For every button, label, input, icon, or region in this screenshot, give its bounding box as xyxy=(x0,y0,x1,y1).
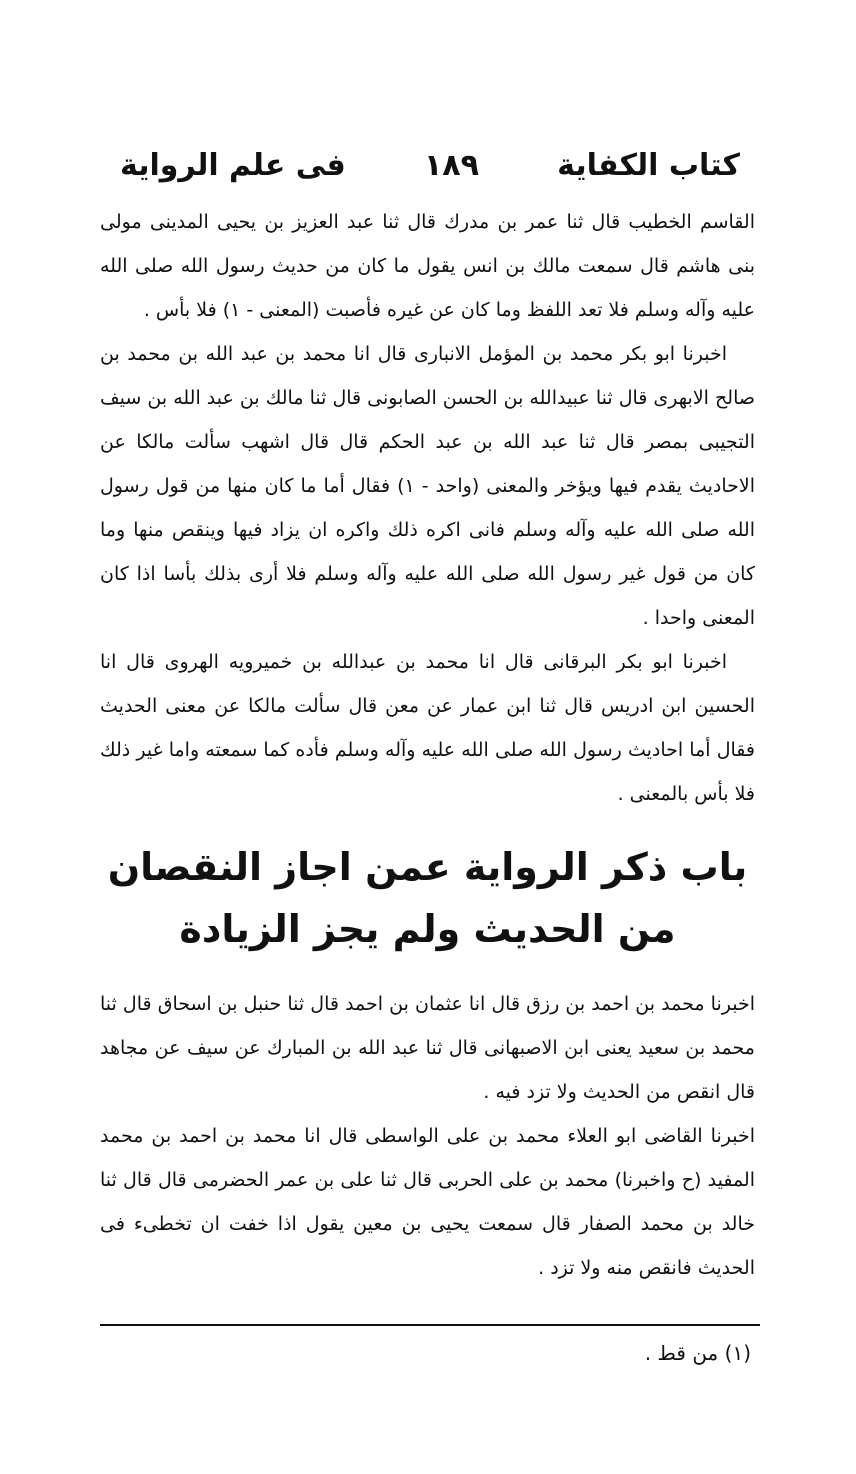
page-body xyxy=(100,200,755,1290)
page-header xyxy=(120,140,740,190)
page-number: ١٨٩ xyxy=(423,147,479,183)
chapter-title-line-1: باب ذكر الرواية عمن اجاز النقصان xyxy=(107,845,748,889)
paragraph: القاسم الخطيب قال ثنا عمر بن مدرك قال ثنا عبد العزيز بن يحيى المدينى مولى بنى هاشم قال سمعت مالك بن انس يقول ما كان من حديث رسول الله صلى الله عليه وآله وسلم فلا تعد اللفظ وما كان عن غيره فأصبت (المعنى - ١) فلا بأس . xyxy=(100,211,755,321)
footnote-divider xyxy=(100,1324,760,1326)
paragraph: اخبرنا القاضى ابو العلاء محمد بن على الواسطى قال انا محمد بن احمد بن محمد المفيد (ح واخبرنا) محمد بن على الحربى قال ثنا على بن عمر الحضرمى قال قال ثنا خالد بن محمد الصفار قال سمعت يحيى بن معين يقول اذا خفت ان تخطىء فى الحديث فانقص منه ولا تزد . xyxy=(100,1125,755,1279)
chapter-heading xyxy=(100,836,755,960)
book-title: كتاب الكفاية xyxy=(557,147,740,183)
chapter-title-line-2: من الحديث ولم يجز الزيادة xyxy=(179,907,676,951)
paragraph: اخبرنا محمد بن احمد بن رزق قال انا عثمان بن احمد قال ثنا حنبل بن اسحاق قال ثنا محمد بن سعيد يعنى ابن الاصبهانى قال ثنا عبد الله بن المبارك عن سيف عن مجاهد قال انقص من الحديث ولا تزد فيه . xyxy=(100,993,755,1103)
book-subtitle: فى علم الرواية xyxy=(120,147,346,183)
paragraph: اخبرنا ابو بكر البرقانى قال انا محمد بن عبدالله بن خميرويه الهروى قال انا الحسين ابن ادريس قال ثنا ابن عمار عن معن قال سألت مالكا عن معنى الحديث فقال أما احاديث رسول الله صلى الله عليه وآله وسلم فأده كما سمعته واما غير ذلك فلا بأس بالمعنى . xyxy=(100,651,755,805)
footnote: (١) من قط . xyxy=(644,1341,751,1365)
paragraph: اخبرنا ابو بكر محمد بن المؤمل الانبارى قال انا محمد بن عبد الله بن محمد بن صالح الابهرى قال ثنا عبيدالله بن الحسن الصابونى قال ثنا مالك بن عبد الله بن سيف التجيبى بمصر قال ثنا عبد الله بن عبد الحكم قال قال اشهب سألت مالكا عن الاحاديث يقدم فيها ويؤخر والمعنى (واحد - ١) فقال أما ما كان منها من قول رسول الله صلى الله عليه وآله وسلم فانى اكره ذلك واكره ان يزاد فيها وينقص منها وما كان من قول غير رسول الله صلى الله عليه وآله وسلم فلا أرى بذلك بأسا اذا كان المعنى واحدا . xyxy=(100,343,755,629)
